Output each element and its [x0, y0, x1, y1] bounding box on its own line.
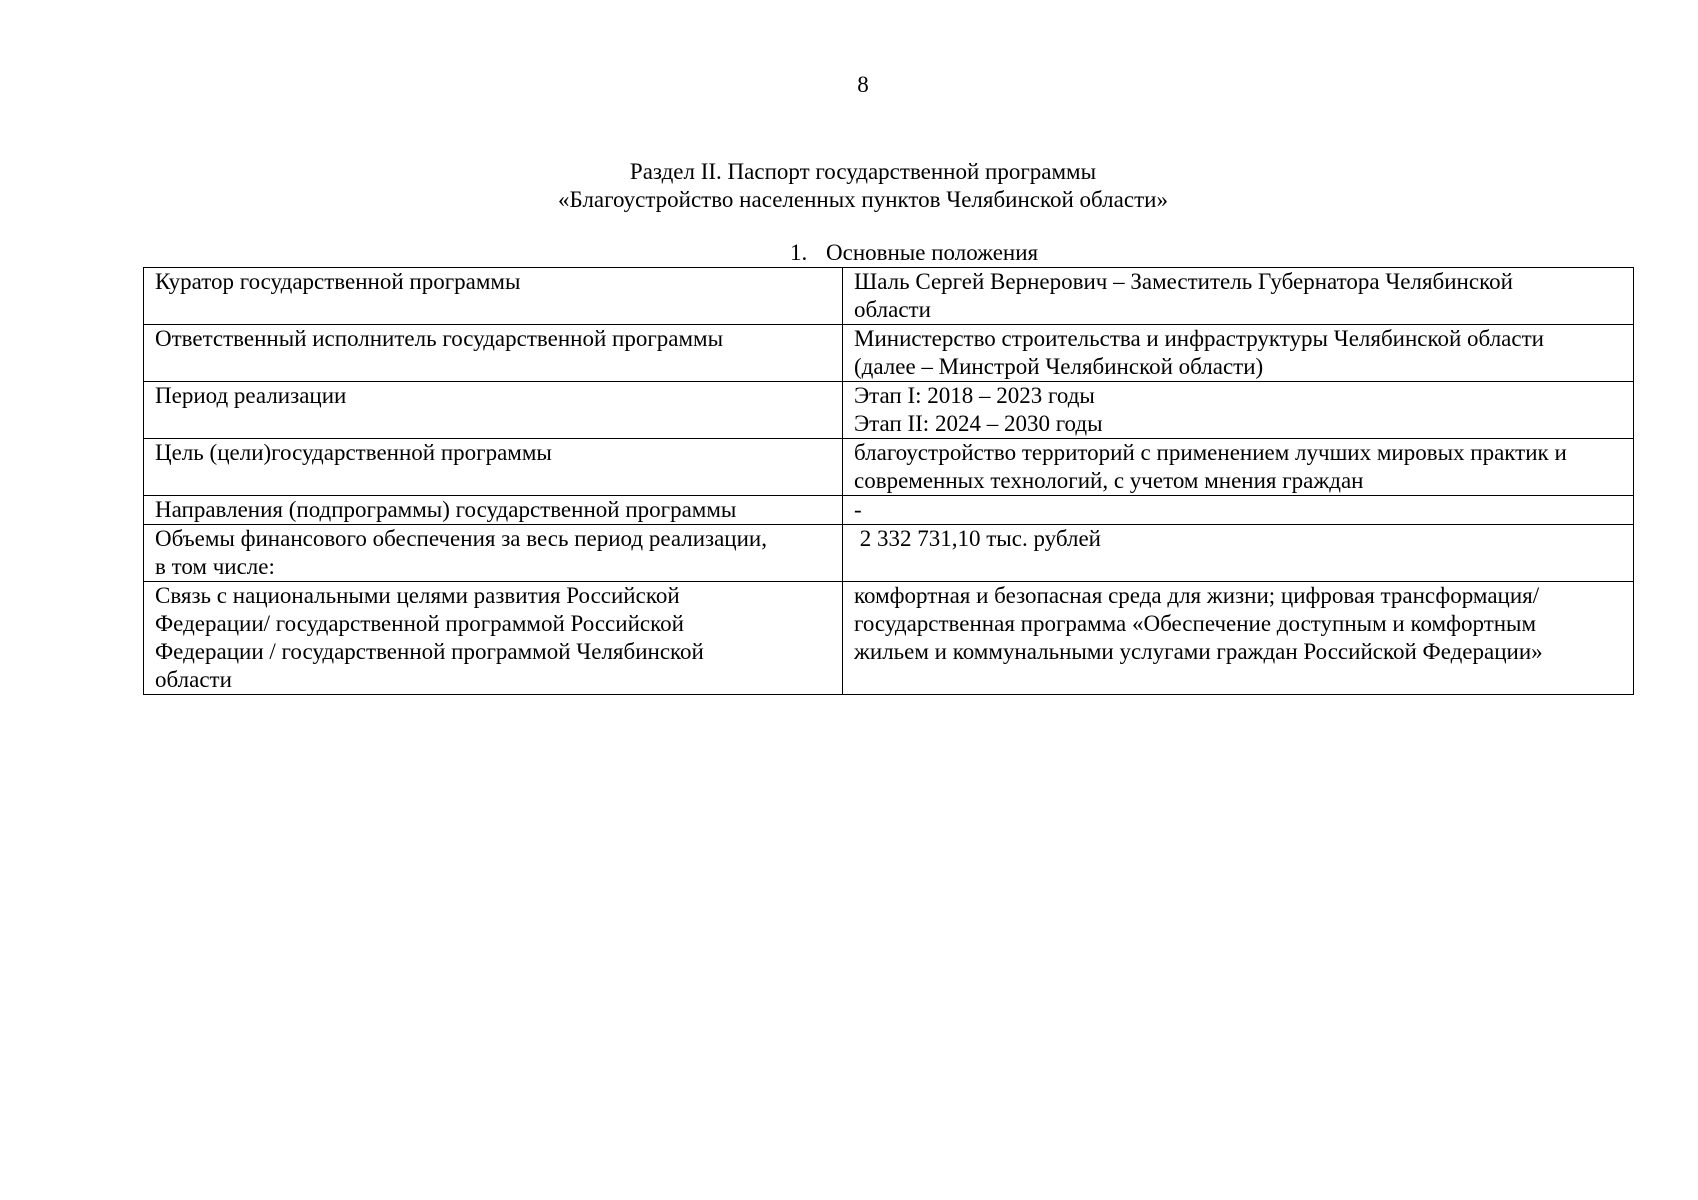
row-label-cell	[144, 268, 843, 325]
row-value-cell	[843, 582, 1634, 695]
section-title-line1: Раздел II. Паспорт государственной программы	[629, 159, 1097, 184]
row-value-cell	[843, 382, 1634, 439]
table-row	[144, 268, 1634, 325]
cell-line: Объемы финансового обеспечения за весь период реализации,	[155, 526, 767, 551]
subsection-number: 1.	[790, 240, 808, 265]
passport-table-body	[144, 268, 1634, 695]
row-label-cell	[144, 439, 843, 496]
section-title	[0, 158, 1698, 214]
cell-line: Федерации/ государственной программой Российской	[155, 611, 684, 636]
cell-line: Период реализации	[155, 383, 347, 408]
cell-line: Цель (цели)государственной программы	[155, 440, 552, 465]
row-value-cell	[843, 525, 1634, 582]
row-value-cell	[843, 496, 1634, 525]
subsection-title	[790, 240, 1038, 266]
cell-line: комфортная и безопасная среда для жизни; цифровая трансформация/	[854, 583, 1540, 608]
cell-line: -	[854, 497, 862, 522]
table-row	[144, 382, 1634, 439]
cell-line: (далее – Минстрой Челябинской области)	[854, 354, 1264, 379]
table-row	[144, 525, 1634, 582]
row-label-cell	[144, 382, 843, 439]
table-row	[144, 325, 1634, 382]
cell-line: Ответственный исполнитель государственной программы	[155, 326, 724, 351]
passport-table	[143, 267, 1634, 695]
table-row	[144, 496, 1634, 525]
cell-line: Связь с национальными целями развития Российской	[155, 583, 680, 608]
row-value-cell	[843, 325, 1634, 382]
row-label-cell	[144, 582, 843, 695]
cell-line: Федерации / государственной программой Челябинской	[155, 639, 704, 664]
cell-line: 2 332 731,10 тыс. рублей	[854, 526, 1101, 551]
cell-line: области	[854, 297, 931, 322]
subsection-heading: Основные положения	[826, 240, 1039, 265]
cell-line: Направления (подпрограммы) государственной программы	[155, 497, 737, 522]
row-value-cell	[843, 439, 1634, 496]
cell-line: благоустройство территорий с применением лучших мировых практик и	[854, 440, 1567, 465]
cell-line: Куратор государственной программы	[155, 269, 521, 294]
cell-line: Этап I: 2018 – 2023 годы	[854, 383, 1095, 408]
cell-line: области	[155, 667, 232, 692]
table-row	[144, 582, 1634, 695]
cell-line: Шаль Сергей Вернерович – Заместитель Губернатора Челябинской	[854, 269, 1513, 294]
cell-line: Этап II: 2024 – 2030 годы	[854, 411, 1103, 436]
cell-line: Министерство строительства и инфраструктуры Челябинской области	[854, 326, 1544, 351]
cell-line: жильем и коммунальными услугами граждан Российской Федерации»	[854, 639, 1543, 664]
table-row	[144, 439, 1634, 496]
cell-line: в том числе:	[155, 554, 275, 579]
page-number: 8	[857, 72, 869, 97]
row-value-cell	[843, 268, 1634, 325]
cell-line: современных технологий, с учетом мнения граждан	[854, 468, 1364, 493]
row-label-cell	[144, 496, 843, 525]
row-label-cell	[144, 525, 843, 582]
row-label-cell	[144, 325, 843, 382]
cell-line: государственная программа «Обеспечение доступным и комфортным	[854, 611, 1537, 636]
section-title-line2: «Благоустройство населенных пунктов Челябинской области»	[558, 187, 1168, 212]
